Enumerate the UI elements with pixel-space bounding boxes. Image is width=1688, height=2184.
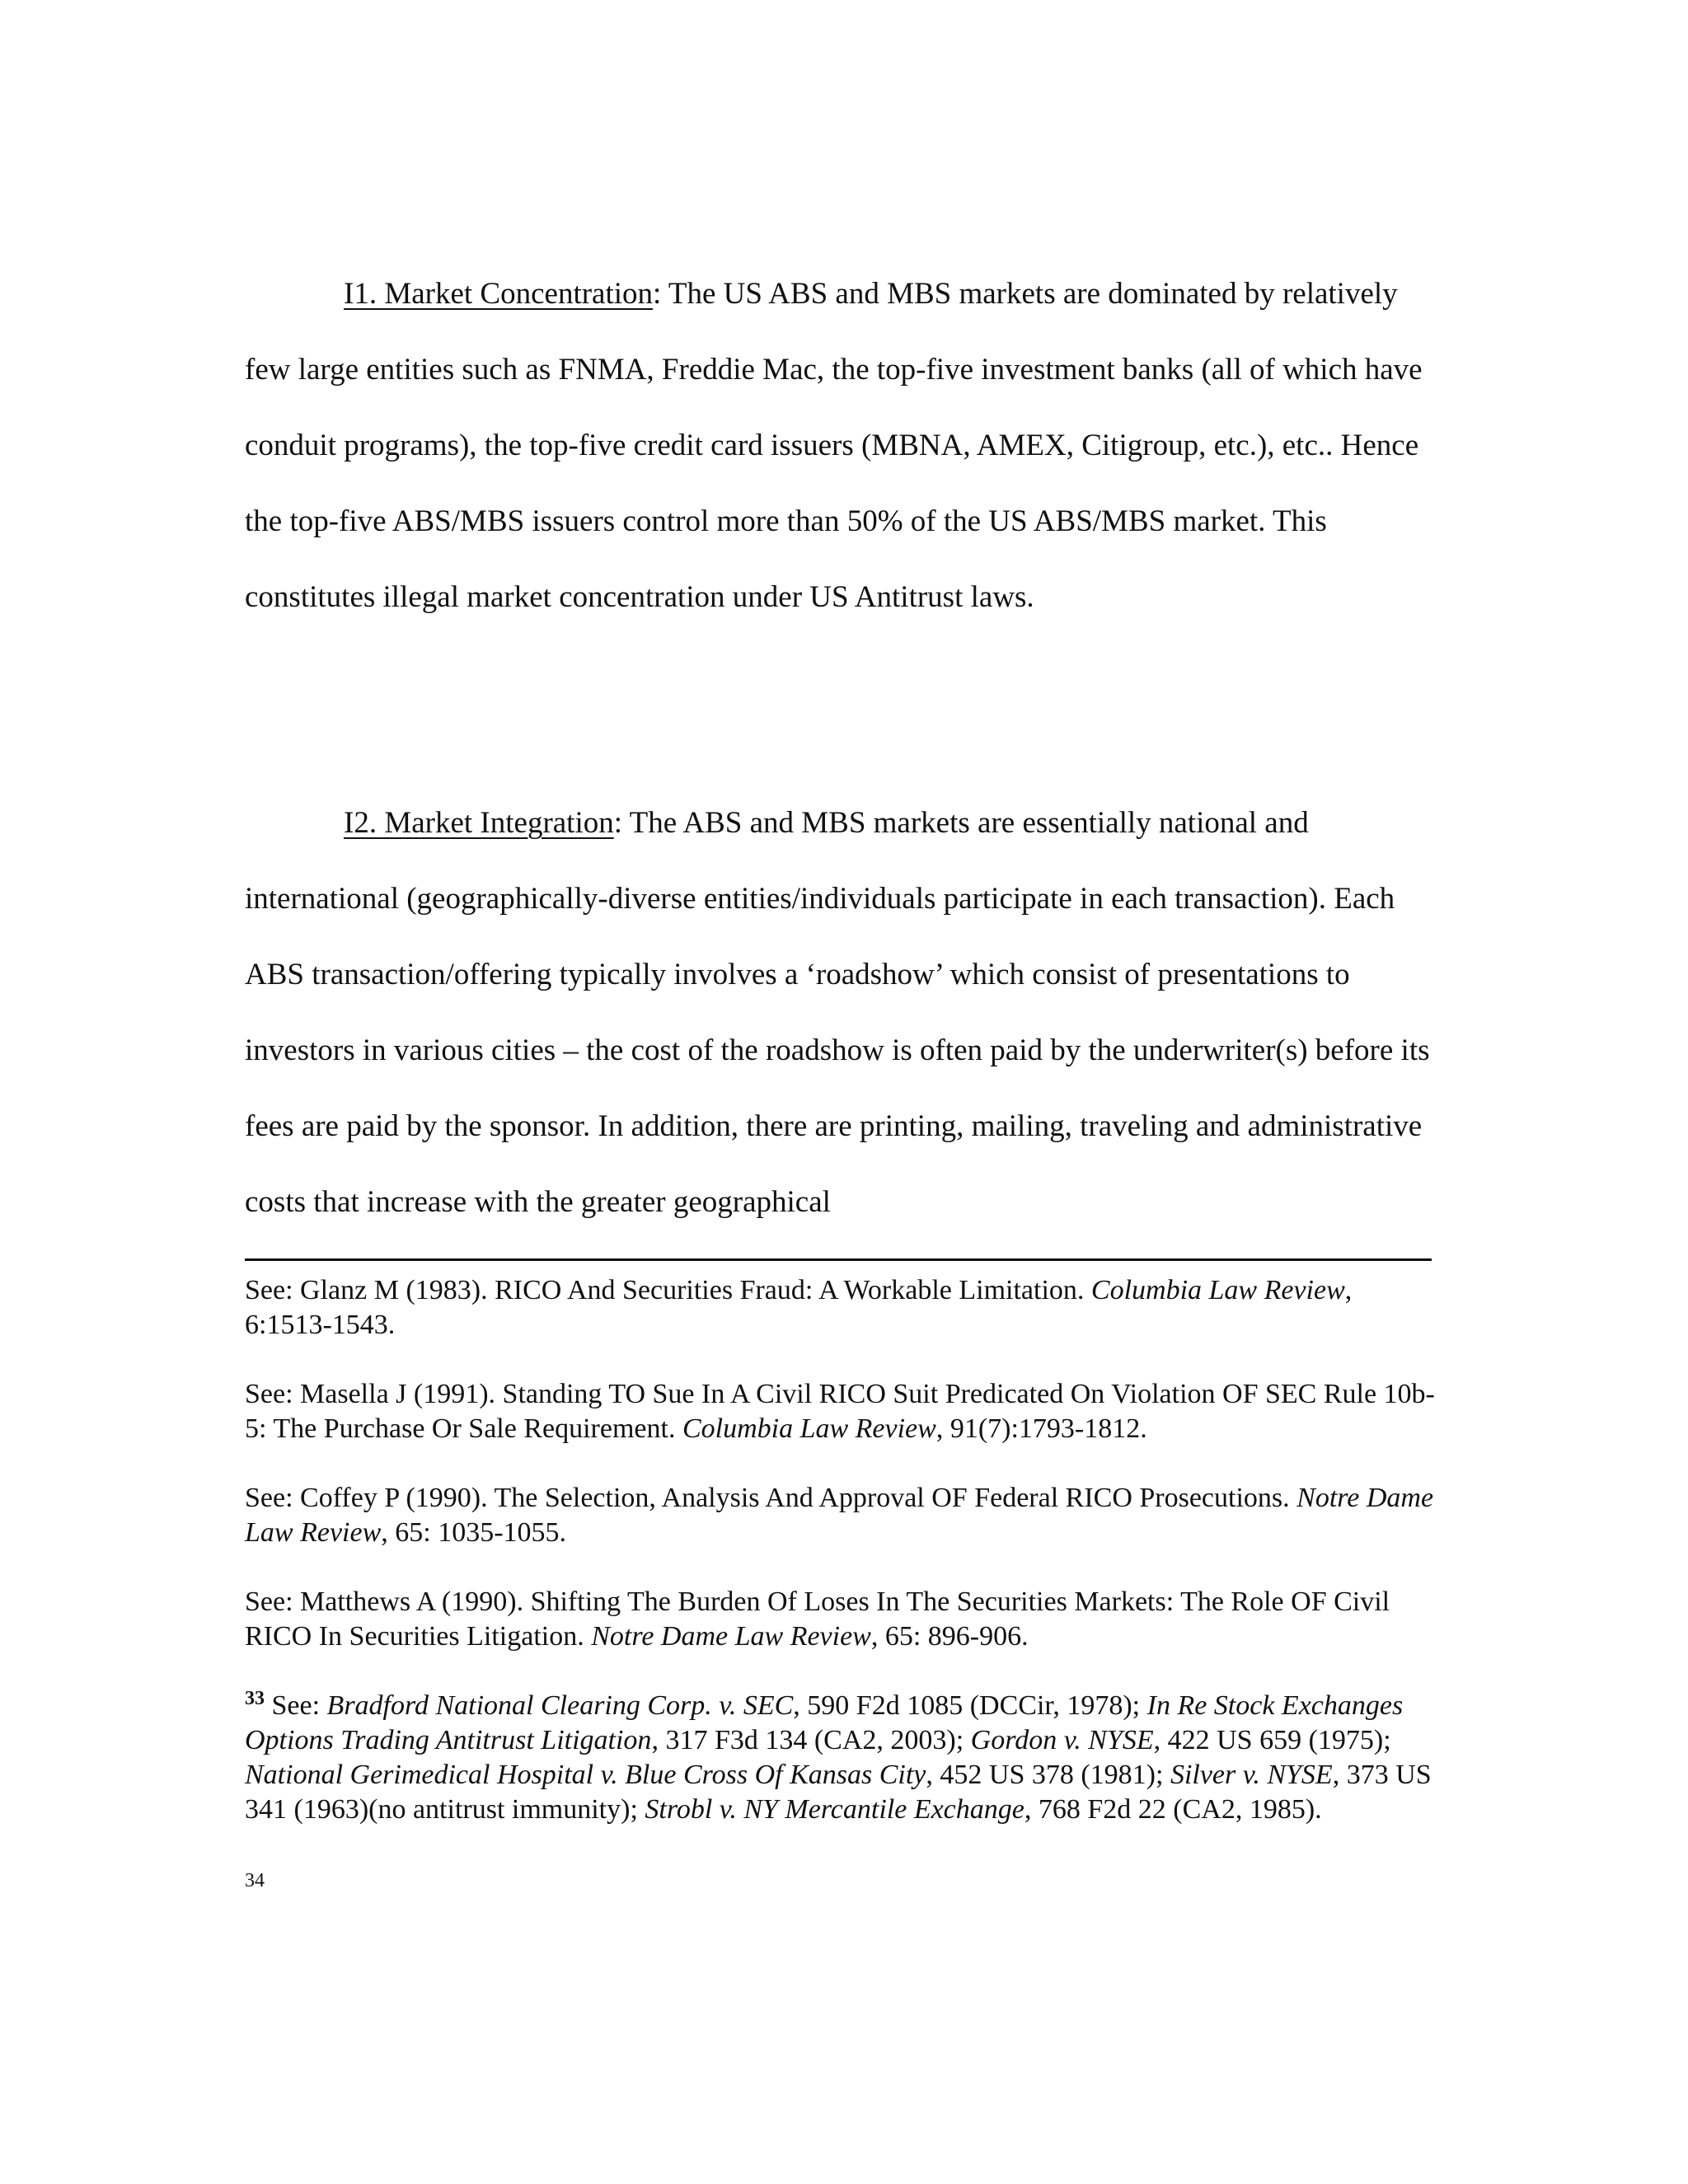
case-name: Gordon v. NYSE [970,1725,1154,1755]
journal-title: Notre Dame Law Review [591,1621,871,1652]
journal-reference: , 65: 1035-1055. [381,1517,567,1548]
case-name: Strobl v. NY Mercantile Exchange [645,1794,1025,1825]
case-name: National Gerimedical Hospital v. Blue Cross Of Kansas City [245,1760,926,1790]
footnote-number: 33 [245,1688,265,1709]
heading-market-concentration: I1. Market Concentration [344,277,654,311]
footnote-text: See: Matthews A (1990). Shifting The Burden Of Loses In The Securities Markets: The Role OF Civil RICO In Securities Litigation. [245,1586,1390,1652]
footnote-separator [245,1258,1432,1261]
paragraph-text: : The US ABS and MBS markets are dominated by relatively few large entities such as FNMA, Freddie Mac, the top-five investment banks (all of which have conduit programs), the top-five credit card issuers (MBNA, AMEX, Citigroup, etc.), etc.. Hence the top-five ABS/MBS issuers control more than 50% of the US ABS/MBS market. This constitutes illegal market concentration under US Antitrust laws. [245,277,1423,614]
journal-title: Columbia Law Review [1090,1275,1345,1305]
journal-title: Columbia Law Review [682,1413,936,1444]
case-name: In Re Stock Exchanges Options Trading Antitrust Litigation [245,1690,1404,1755]
case-citation: , 422 US 659 (1975); [1153,1725,1391,1755]
heading-market-integration: I2. Market Integration [344,806,614,840]
footnote-text: See: [265,1690,327,1721]
case-name: Bradford National Clearing Corp. v. SEC [326,1690,794,1721]
case-citation: , 317 F3d 134 (CA2, 2003); [651,1725,971,1755]
footnote-33 [245,1689,1442,1827]
footnote-number-34: 34 [245,1870,265,1891]
footnote-text: See: Coffey P (1990). The Selection, Analysis And Approval OF Federal RICO Prosecutions. [245,1483,1297,1513]
case-citation: , 452 US 378 (1981); [926,1760,1170,1790]
footnote-masella [245,1377,1442,1446]
journal-title: Notre Dame Law Review [245,1483,1434,1548]
paragraph-market-integration [245,785,1432,1240]
journal-reference: , 6:1513-1543. [245,1275,1353,1340]
paragraph-market-concentration [245,256,1432,635]
footnote-matthews [245,1585,1442,1654]
case-citation: , 590 F2d 1085 (DCCir, 1978); [793,1690,1147,1721]
journal-reference: , 91(7):1793-1812. [935,1413,1147,1444]
journal-reference: , 65: 896-906. [870,1621,1029,1652]
footnote-text: See: Masella J (1991). Standing TO Sue In A Civil RICO Suit Predicated On Violation OF SEC Rule 10b-5: The Purchase Or Sale Requirement. [245,1379,1435,1444]
case-citation: , 768 F2d 22 (CA2, 1985). [1024,1794,1322,1825]
footnote-glanz [245,1273,1442,1343]
paragraph-text: : The ABS and MBS markets are essentially national and international (geographically-diverse entities/individuals participate in each transaction). Each ABS transaction/offering typically involves a ‘roadshow’ which consist of presentations to investors in various cities – the cost of the roadshow is often paid by the underwriter(s) before its fees are paid by the sponsor. In addition, there are printing, mailing, traveling and administrative costs that increase with the greater geographical [245,806,1430,1219]
footnotes [245,1273,1442,1862]
case-citation: , 373 US 341 (1963)(no antitrust immunity); [245,1760,1432,1825]
footnote-coffey [245,1481,1442,1550]
case-name: Silver v. NYSE [1170,1760,1333,1790]
footnote-text: See: Glanz M (1983). RICO And Securities Fraud: A Workable Limitation. [245,1275,1091,1305]
